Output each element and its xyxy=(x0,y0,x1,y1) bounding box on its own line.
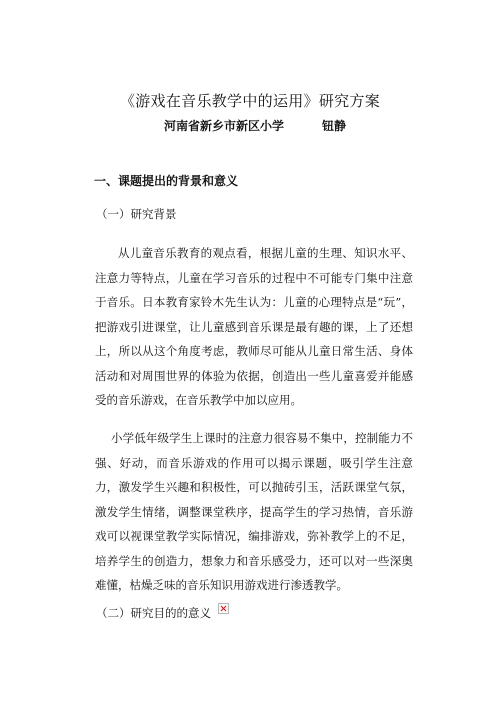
broken-image-icon xyxy=(218,603,229,614)
subsection-heading-2 xyxy=(96,603,229,621)
author-name: 钮静 xyxy=(322,119,347,133)
subsection-heading-2-text: （二）研究目的的意义 xyxy=(96,606,211,620)
section-heading-1: 一、课题提出的背景和意义 xyxy=(94,174,239,188)
paragraph-2: 小学低年级学生上课时的注意力很容易不集中，控制能力不强、好动，而音乐游戏的作用可以揭示课题，吸引学生注意力，激发学生兴趣和积极性，可以抛砖引玉，活跃课堂气氛，激发学生情绪，调整课堂秩序，提高学生的学习热情，音乐游戏可以视课堂教学实际情况，编排游戏，弥补教学上的不足，培养学生的创造力，想象力和音乐感受力，还可以对一些深奥难懂，枯燥乏味的音乐知识用游戏进行渗透教学。 xyxy=(95,431,413,592)
document-title: 《游戏在音乐教学中的运用》研究方案 xyxy=(119,92,381,110)
byline xyxy=(164,118,346,134)
paragraph-1: 从儿童音乐教育的观点看，根据儿童的生理、知识水平、注意力等特点，儿童在学习音乐的过程中不可能专门集中注意于音乐。日本教育家铃木先生认为：儿童的心理特点是“玩”，把游戏引进课堂，让儿童感到音乐课是最有趣的课，上了还想上，所以从这个角度考虑，教师尽可能从儿童日常生活、身体活动和对周围世界的体验为依据，创造出一些儿童喜爱并能感受的音乐游戏，在音乐教学中加以应用。 xyxy=(95,246,413,407)
subsection-heading-1: （一）研究背景 xyxy=(96,207,177,221)
school-name: 河南省新乡市新区小学 xyxy=(164,119,285,133)
